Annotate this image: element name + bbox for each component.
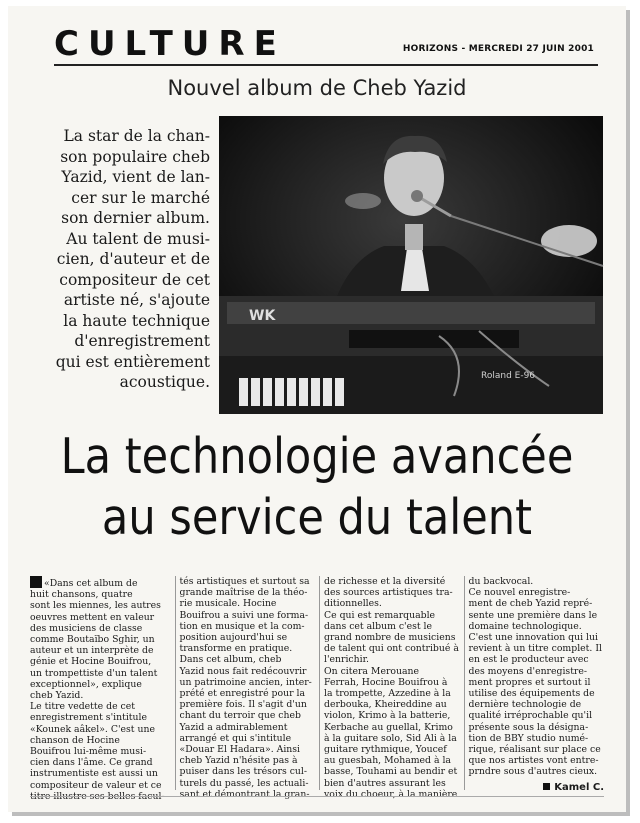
standfirst-line: son dernier album. bbox=[61, 209, 210, 227]
column-line: en est le producteur avec bbox=[468, 654, 589, 666]
column-line: un trompettiste d'un talent bbox=[30, 667, 158, 679]
column-line: tion de BBY studio numé- bbox=[468, 732, 589, 744]
column-line: derbouka, Kheireddine au bbox=[324, 699, 447, 711]
column-line: violon, Krimo à la batterie, bbox=[324, 710, 451, 722]
column-line: Bouifrou lui-même musi- bbox=[30, 746, 147, 758]
column-line: huit chansons, quatre bbox=[30, 589, 133, 601]
column-line: à la guitare solo, Sid Ali à la bbox=[324, 732, 457, 744]
column-line: tés artistiques et surtout sa bbox=[179, 576, 310, 587]
column-line: transforme en pratique. bbox=[179, 643, 293, 655]
column-line: des sources artistiques tra- bbox=[324, 587, 453, 599]
author-signature bbox=[469, 782, 605, 793]
standfirst-line: qui est entièrement bbox=[55, 352, 210, 371]
column-line: du backvocal. bbox=[468, 576, 534, 587]
column-line: cheb Yazid n'hésite pas à bbox=[179, 755, 298, 767]
keyboard-model-label: Roland E-96 bbox=[481, 371, 536, 381]
column-line: chanson de Hocine bbox=[30, 734, 120, 746]
column-line: Dans cet album, cheb bbox=[179, 654, 282, 666]
standfirst-line: cer sur le marché bbox=[71, 188, 210, 207]
dateline: HORIZONS - MERCREDI 27 JUIN 2001 bbox=[402, 44, 594, 54]
column-line: position aujourd'hui se bbox=[179, 632, 288, 644]
column-line bbox=[30, 576, 171, 589]
article-column-3 bbox=[319, 576, 464, 800]
standfirst-line: Au talent de musi- bbox=[66, 229, 210, 248]
column-line: Yazid a admirablement bbox=[179, 721, 288, 733]
column-line: grande maîtrise de la théo- bbox=[179, 587, 308, 599]
column-line: de talent qui ont contribué à bbox=[324, 643, 459, 655]
standfirst-line: Yazid, vient de lan- bbox=[61, 168, 210, 186]
column-line: sont les miennes, les autres bbox=[30, 600, 161, 612]
column-line: prndre sous d'autres cieux. bbox=[468, 766, 598, 778]
column-line: «Douar El Hadara». Ainsi bbox=[179, 744, 301, 756]
column-line: cheb Yazid. bbox=[30, 690, 84, 702]
column-line: guitare rythmique, Youcef bbox=[324, 744, 447, 756]
header-rule bbox=[54, 64, 598, 66]
column-line: l'enrichir. bbox=[324, 654, 369, 666]
column-line: rique, réalisant sur place ce bbox=[468, 744, 601, 756]
column-line: au guesbah, Mohamed à la bbox=[324, 755, 451, 767]
column-line: compositeur de valeur et ce bbox=[30, 779, 162, 791]
standfirst-line: cien, d'auteur et de bbox=[56, 250, 210, 268]
column-line: C'est une innovation qui lui bbox=[468, 632, 598, 644]
standfirst-line: acoustique. bbox=[119, 373, 210, 391]
column-line: des moyens d'enregistre- bbox=[468, 665, 588, 677]
column-line: exceptionnel», explique bbox=[30, 678, 142, 690]
headline-line-1: La technologie avancée bbox=[60, 428, 574, 485]
column-line: première fois. Il s'agit d'un bbox=[179, 699, 307, 711]
column-line: ment propres et surtout il bbox=[468, 676, 591, 688]
keyboard-brand-label: WK bbox=[249, 308, 276, 324]
column-line: comme Boutaïbo Sghir, un bbox=[30, 634, 155, 646]
column-line: voix du choeur, à la manière bbox=[324, 788, 458, 800]
drop-square-icon bbox=[30, 576, 42, 588]
column-line: grand nombre de musiciens bbox=[324, 632, 456, 644]
author-name: Kamel C. bbox=[554, 781, 604, 793]
column-line: On citera Merouane bbox=[324, 665, 420, 677]
column-line: un patrimoine ancien, inter- bbox=[179, 676, 312, 688]
column-line: de richesse et la diversité bbox=[324, 576, 446, 587]
column-line: arrangé et qui s'intitule bbox=[179, 732, 292, 744]
column-line: ment de cheb Yazid repré- bbox=[468, 598, 593, 610]
standfirst-line: compositeur de cet bbox=[59, 270, 210, 289]
bottom-rule bbox=[30, 796, 604, 797]
column-line: qualité irréprochable qu'il bbox=[468, 710, 593, 722]
column-line: utilise des équipements de bbox=[468, 688, 595, 700]
article-column-2 bbox=[175, 576, 320, 800]
column-line: Le titre vedette de cet bbox=[30, 701, 135, 713]
column-line: basse, Touhami au bendir et bbox=[324, 766, 458, 778]
column-line: Kerbache au guellal, Krimo bbox=[324, 721, 453, 733]
column-line: oeuvres mettent en valeur bbox=[30, 611, 155, 623]
column-line: puiser dans les trésors cul- bbox=[179, 766, 308, 778]
column-line: revient à un titre complet. Il bbox=[468, 643, 602, 655]
standfirst-line: son populaire cheb bbox=[60, 147, 210, 166]
standfirst bbox=[28, 126, 210, 393]
headline bbox=[45, 426, 589, 548]
column-line: titre illustre ses belles facul- bbox=[30, 790, 165, 802]
standfirst-line: La star de la chan- bbox=[63, 127, 210, 145]
column-line: génie et Hocine Bouifrou, bbox=[30, 656, 152, 668]
article-column-4 bbox=[464, 576, 609, 793]
column-line: la trompette, Azzedine à la bbox=[324, 688, 451, 700]
column-line: Ce nouvel enregistre- bbox=[468, 587, 571, 599]
column-line: des musiciens de classe bbox=[30, 622, 143, 634]
signature-square-icon bbox=[543, 783, 550, 790]
column-line: chant du terroir que cheb bbox=[179, 710, 301, 722]
column-line: bien d'autres assurant les bbox=[324, 777, 446, 789]
column-line: dans cet album c'est le bbox=[324, 620, 433, 632]
column-line-text: «Dans cet album de bbox=[44, 578, 138, 589]
column-line: Yazid nous fait redécouvrir bbox=[179, 665, 307, 677]
column-line: sente une première dans le bbox=[468, 609, 598, 621]
column-line: Bouifrou a suivi une forma- bbox=[179, 609, 309, 621]
kicker-title: Nouvel album de Cheb Yazid bbox=[167, 76, 467, 100]
newspaper-page bbox=[8, 6, 626, 812]
standfirst-line: la haute technique bbox=[63, 311, 210, 330]
standfirst-line: d'enregistrement bbox=[74, 332, 210, 350]
column-line: enregistrement s'intitule bbox=[30, 712, 148, 724]
standfirst-line: artiste né, s'ajoute bbox=[63, 291, 210, 309]
column-line: ditionnelles. bbox=[324, 598, 382, 610]
column-line: prété et enregistré pour la bbox=[179, 688, 306, 700]
column-line: domaine technologique. bbox=[468, 620, 582, 632]
column-line: instrumentiste est aussi un bbox=[30, 768, 158, 780]
article-body bbox=[30, 576, 608, 802]
column-line: rie musicale. Hocine bbox=[179, 598, 277, 610]
column-line: dernière technologie de bbox=[468, 699, 582, 711]
concert-photo bbox=[219, 116, 603, 414]
column-line: auteur et un interprète de bbox=[30, 645, 154, 657]
headline-line-2: au service du talent bbox=[101, 489, 533, 546]
column-line: «Kounek aâkel». C'est une bbox=[30, 723, 155, 735]
column-line: que nos artistes vont entre- bbox=[468, 755, 599, 767]
column-line: cien dans l'âme. Ce grand bbox=[30, 757, 153, 769]
section-rubric: CULTURE bbox=[54, 24, 286, 64]
column-line: sant et démontrant la gran- bbox=[179, 788, 310, 800]
column-line: tion en musique et la com- bbox=[179, 620, 305, 632]
article-column-1 bbox=[30, 576, 175, 802]
column-line: Ce qui est remarquable bbox=[324, 609, 436, 621]
column-line: turels du passé, les actuali- bbox=[179, 777, 309, 789]
musician-at-keyboard-image bbox=[219, 116, 603, 414]
column-line: Ferrah, Hocine Bouifrou à bbox=[324, 676, 448, 688]
column-line: présente sous la désigna- bbox=[468, 721, 589, 733]
